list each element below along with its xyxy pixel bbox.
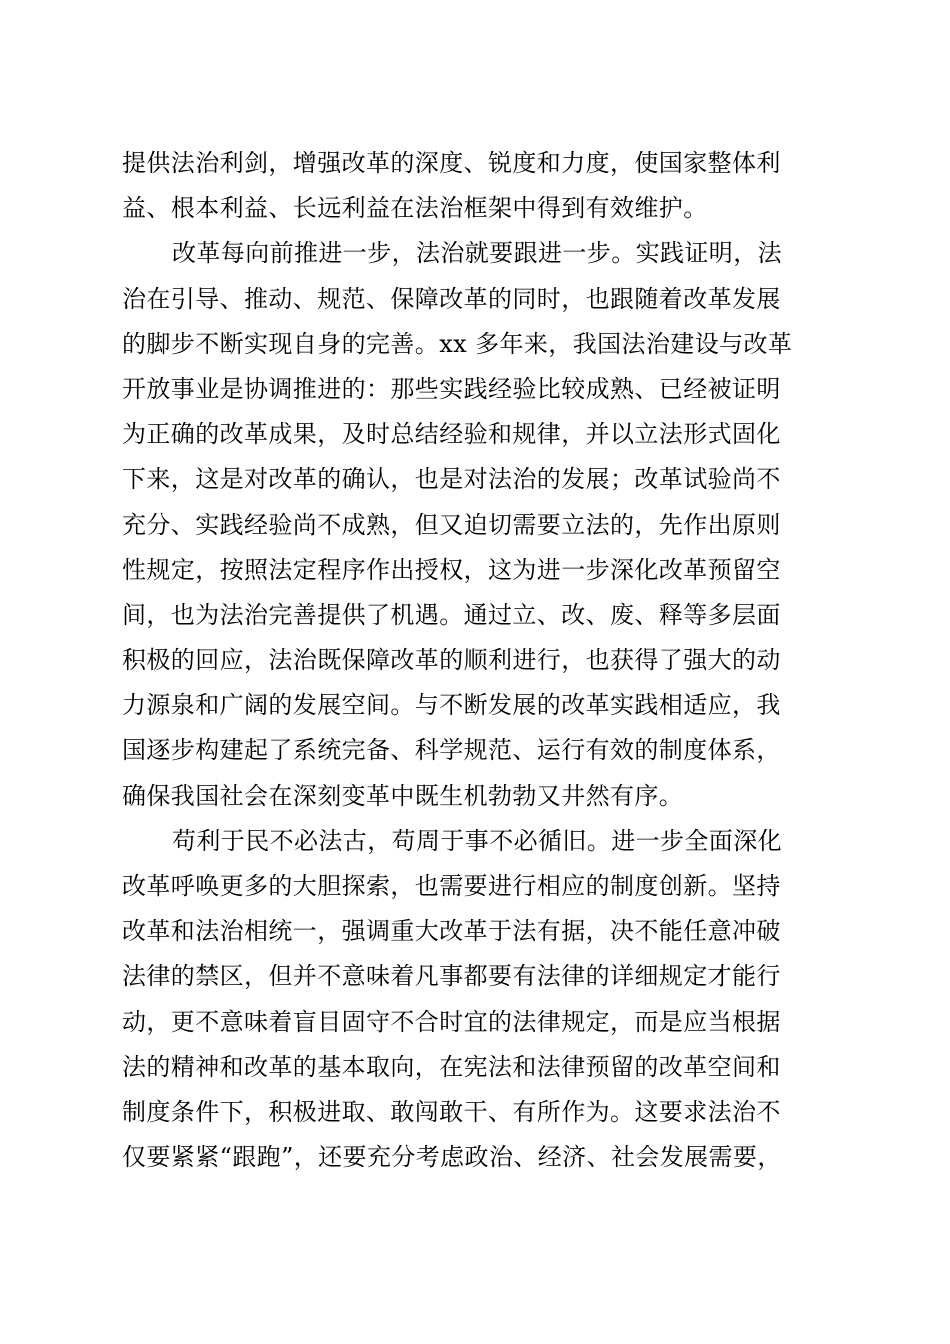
text-line: 法的精神和改革的基本取向，在宪法和法律预留的改革空间和 xyxy=(122,1052,781,1081)
text-line: 下来，这是对改革的确认，也是对法治的发展；改革试验尚不 xyxy=(122,465,781,494)
paragraph-2 xyxy=(122,231,828,818)
text-line: 充分、实践经验尚不成熟，但又迫切需要立法的，先作出原则 xyxy=(122,510,781,539)
text-line: 间，也为法治完善提供了机遇。通过立、改、废、释等多层面 xyxy=(122,600,781,629)
text-line: 益、根本利益、长远利益在法治框架中得到有效维护。 xyxy=(122,194,708,223)
paragraph-3 xyxy=(122,819,828,1181)
text-line: 国逐步构建起了系统完备、科学规范、运行有效的制度体系， xyxy=(122,736,781,765)
text-line: 开放事业是协调推进的：那些实践经验比较成熟、已经被证明 xyxy=(122,374,781,403)
text-line: 为正确的改革成果，及时总结经验和规律，并以立法形式固化 xyxy=(122,420,781,449)
text-line: 性规定，按照法定程序作出授权，这为进一步深化改革预留空 xyxy=(122,555,781,584)
text-line: 改革每向前推进一步，法治就要跟进一步。实践证明，法 xyxy=(172,239,782,268)
text-line: 仅要紧紧“跟跑”，还要充分考虑政治、经济、社会发展需要， xyxy=(122,1143,782,1172)
text-line: 的脚步不断实现自身的完善。xx 多年来，我国法治建设与改革 xyxy=(122,329,793,358)
text-line: 改革和法治相统一，强调重大改革于法有据，决不能任意冲破 xyxy=(122,917,781,946)
document-body xyxy=(122,141,828,1180)
text-line: 治在引导、推动、规范、保障改革的同时，也跟随着改革发展 xyxy=(122,284,781,313)
text-line: 确保我国社会在深刻变革中既生机勃勃又井然有序。 xyxy=(122,781,684,810)
paragraph-1 xyxy=(122,141,828,231)
text-line: 制度条件下，积极进取、敢闯敢干、有所作为。这要求法治不 xyxy=(122,1097,781,1126)
text-line: 积极的回应，法治既保障改革的顺利进行，也获得了强大的动 xyxy=(122,646,781,675)
text-line: 法律的禁区，但并不意味着凡事都要有法律的详细规定才能行 xyxy=(122,962,781,991)
text-line: 改革呼唤更多的大胆探索，也需要进行相应的制度创新。坚持 xyxy=(122,872,781,900)
text-line: 提供法治利剑，增强改革的深度、锐度和力度，使国家整体利 xyxy=(122,149,781,177)
text-line: 力源泉和广阔的发展空间。与不断发展的改革实践相适应，我 xyxy=(122,691,781,720)
text-line: 苟利于民不必法古，苟周于事不必循旧。进一步全面深化 xyxy=(172,826,782,855)
text-line: 动，更不意味着盲目固守不合时宜的法律规定，而是应当根据 xyxy=(122,1007,781,1036)
